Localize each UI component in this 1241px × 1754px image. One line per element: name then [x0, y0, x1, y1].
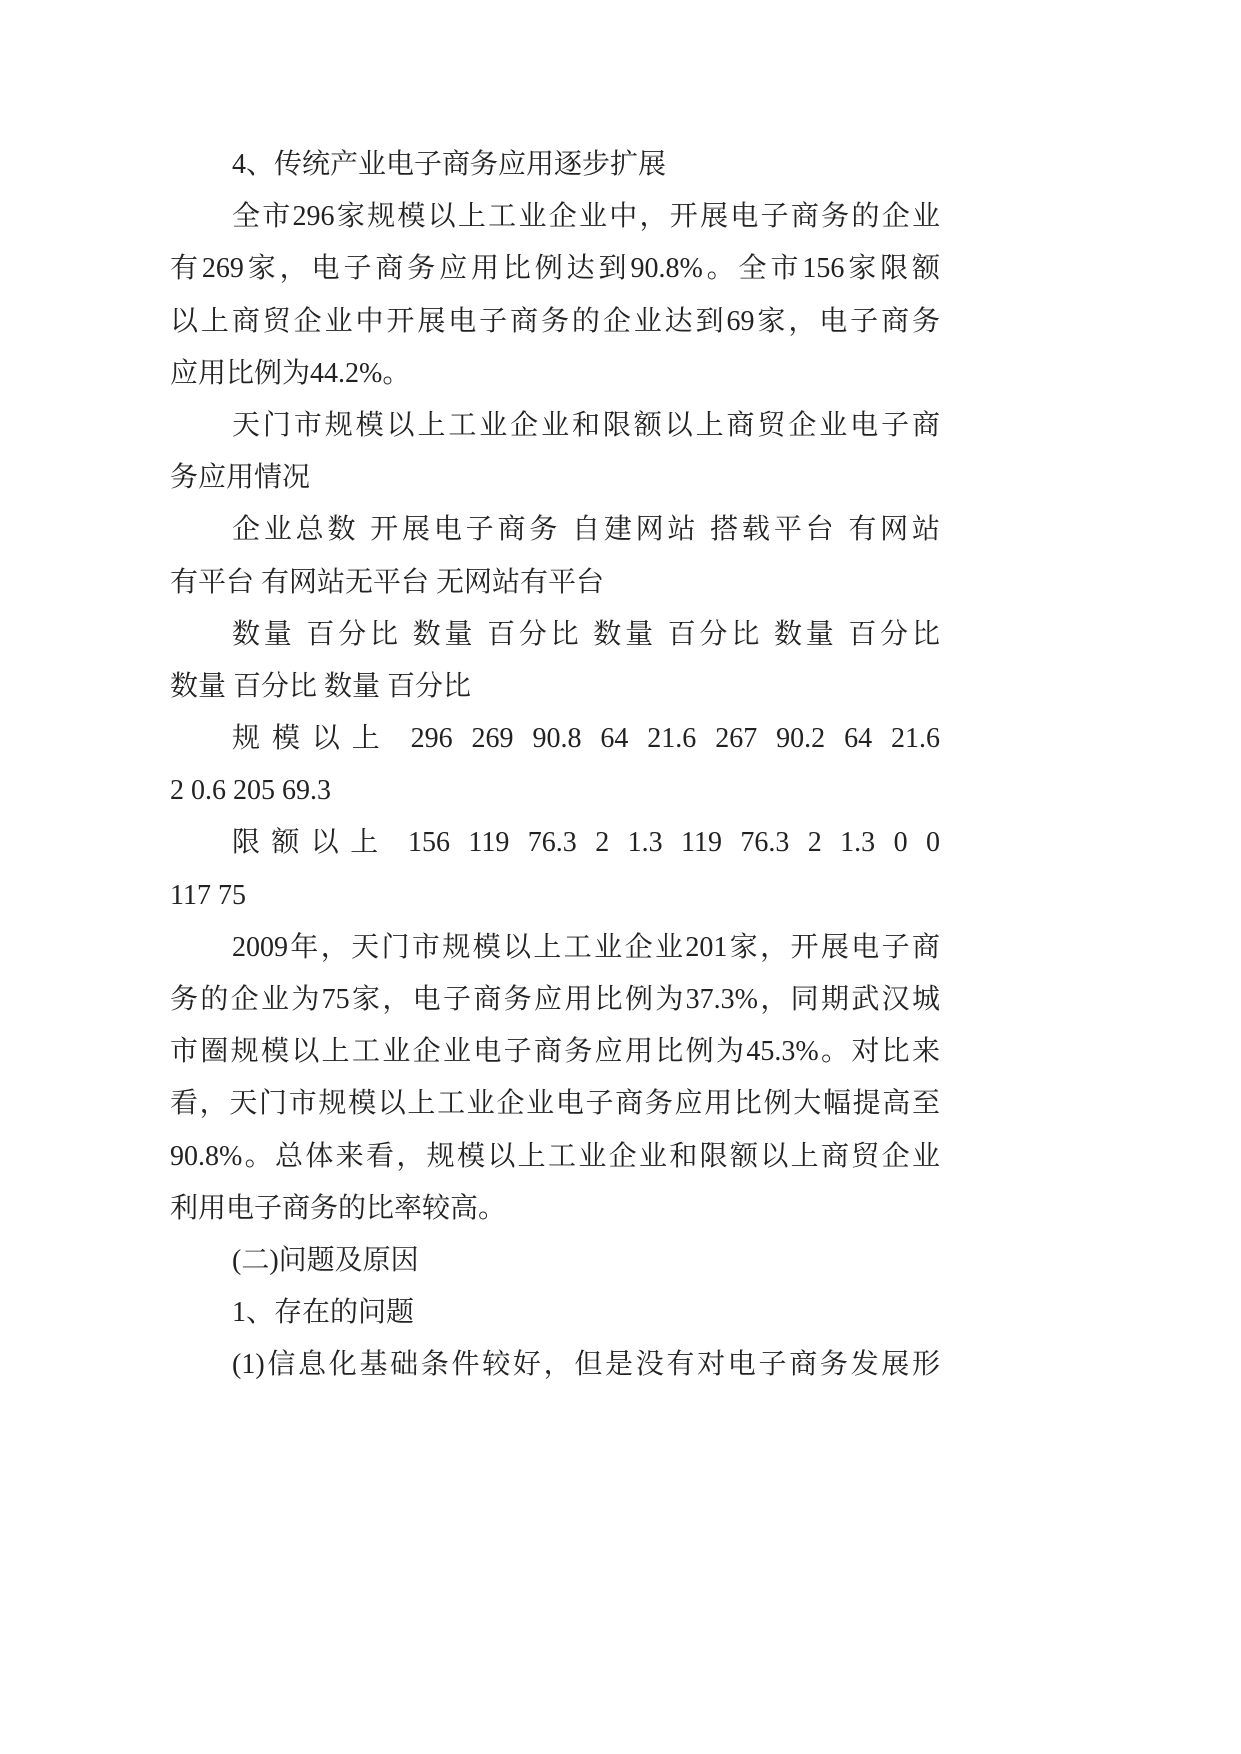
section-heading [170, 139, 940, 191]
table-row-commerce [170, 817, 940, 921]
heading-line: 1、存在的问题 [232, 1297, 415, 1329]
text-line: 90.8%。总体来看，规模以上工业企业和限额以上商贸企业 [170, 1140, 940, 1172]
text-line: 天门市规模以上工业企业和限额以上商贸企业电子商 [232, 409, 940, 441]
paragraph-issue-1 [170, 1339, 940, 1391]
table-header-row [170, 504, 940, 608]
text-line: 全市296家规模以上工业企业中，开展电子商务的企业 [232, 201, 940, 233]
text-line: 以上商贸企业中开展电子商务的企业达到69家，电子商务 [170, 305, 940, 337]
text-line: 2009年，天门市规模以上工业企业201家，开展电子商 [232, 931, 940, 963]
text-line: 务的企业为75家，电子商务应用比例为37.3%，同期武汉城 [170, 984, 940, 1015]
text-line: 数量 百分比 数量 百分比 数量 百分比 数量 百分比 [232, 618, 940, 650]
subsection-heading [170, 1287, 940, 1339]
text-line: 企业总数 开展电子商务 自建网站 搭载平台 有网站 [232, 514, 940, 546]
text-line: 利用电子商务的比率较高。 [170, 1192, 507, 1224]
text-line: 务应用情况 [170, 462, 311, 494]
document-body [170, 139, 940, 1392]
text-line: 数量 百分比 数量 百分比 [170, 670, 472, 702]
text-line: 限额以上 156 119 76.3 2 1.3 119 76.3 2 1.3 0 0 [232, 827, 940, 859]
table-subheader-row [170, 609, 940, 713]
section-heading [170, 1235, 940, 1287]
text-line: 117 75 [170, 879, 246, 911]
text-line: 有平台 有网站无平台 无网站有平台 [170, 566, 605, 598]
text-line: 规模以上 296 269 90.8 64 21.6 267 90.2 64 21.6 [232, 723, 940, 755]
text-line: 看，天门市规模以上工业企业电子商务应用比例大幅提高至 [170, 1088, 940, 1120]
table-caption [170, 400, 940, 504]
paragraph-ecommerce-ratio [170, 191, 940, 400]
table-row-industrial [170, 713, 940, 817]
text-line: 有269家，电子商务应用比例达到90.8%。全市156家限额 [170, 253, 940, 285]
heading-line: 4、传统产业电子商务应用逐步扩展 [232, 149, 667, 180]
text-line: 市圈规模以上工业企业电子商务应用比例为45.3%。对比来 [170, 1036, 940, 1068]
text-line: 应用比例为44.2%。 [170, 357, 411, 389]
paragraph-comparison [170, 922, 940, 1235]
text-line: 2 0.6 205 69.3 [170, 775, 331, 807]
heading-line: (二)问题及原因 [232, 1244, 419, 1276]
text-line: (1)信息化基础条件较好，但是没有对电子商务发展形 [232, 1349, 940, 1381]
